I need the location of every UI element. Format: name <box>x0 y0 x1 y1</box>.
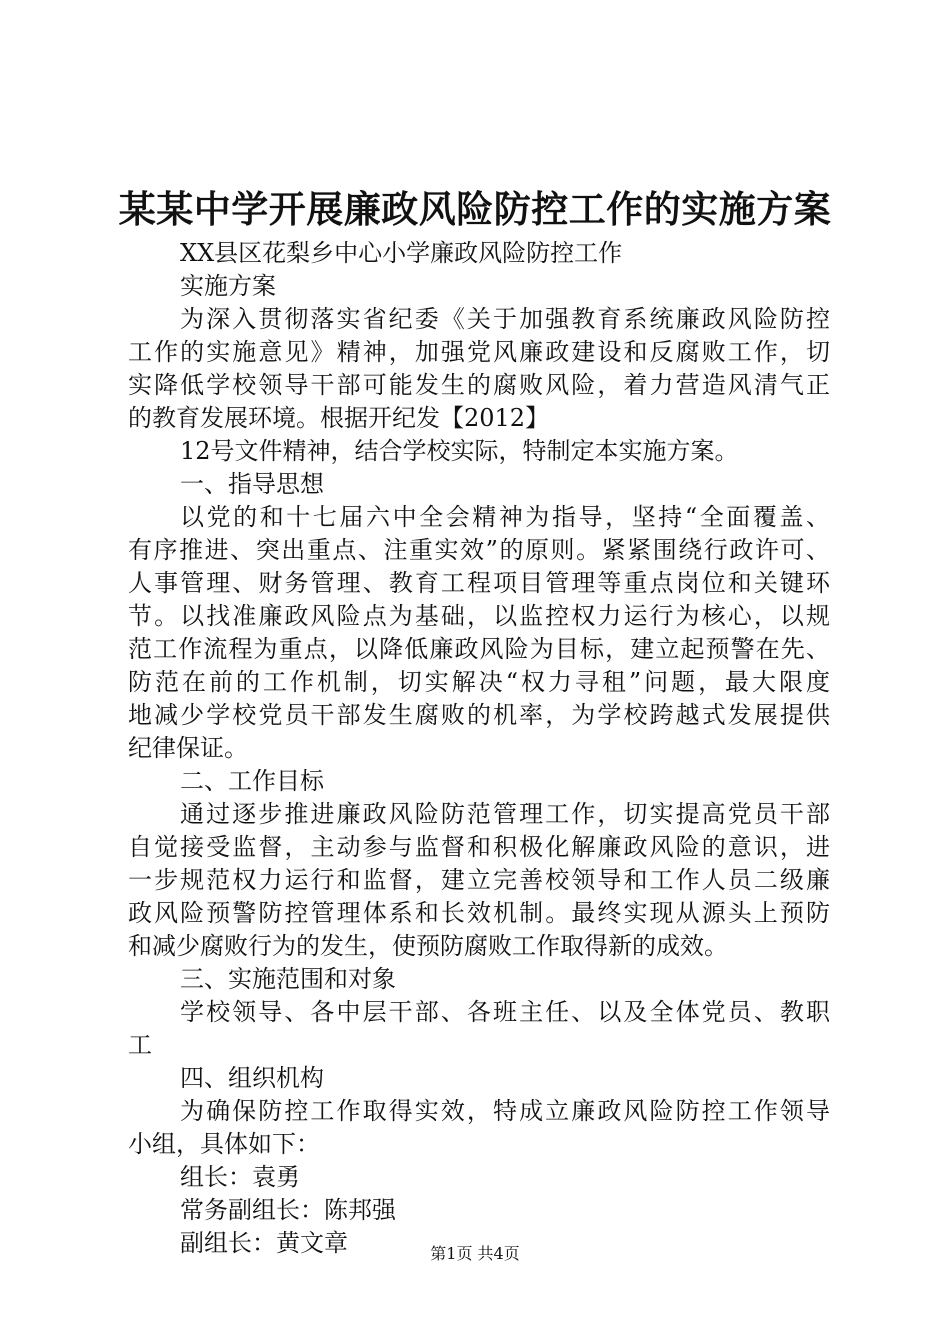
text-line: 有序推进、突出重点、注重实效”的原则。紧紧围绕行政许可、 <box>128 536 830 564</box>
text-line: 和减少腐败行为的发生，使预防腐败工作取得新的成效。 <box>128 932 728 960</box>
text-line: 纪律保证。 <box>128 734 248 762</box>
text-line: 节。以找准廉政风险点为基础，以监控权力运行为核心，以规 <box>128 602 830 630</box>
text-line: 的教育发展环境。根据开纪发【2012】 <box>128 404 550 432</box>
document-title: 某某中学开展廉政风险防控工作的实施方案 <box>118 187 832 231</box>
text-line: 工 <box>128 1031 152 1059</box>
text-line: 学校领导、各中层干部、各班主任、以及全体党员、教职 <box>180 998 830 1026</box>
text-line: 通过逐步推进廉政风险防范管理工作，切实提高党员干部 <box>180 800 830 828</box>
text-line: 范工作流程为重点，以降低廉政风险为目标，建立起预警在先、 <box>128 635 830 663</box>
text-line: XX县区花梨乡中心小学廉政风险防控工作 <box>180 239 623 267</box>
section-heading: 一、指导思想 <box>180 470 324 498</box>
text-line: 实施方案 <box>180 272 276 300</box>
text-line: 组长：袁勇 <box>180 1163 300 1191</box>
text-line: 地减少学校党员干部发生腐败的机率，为学校跨越式发展提供 <box>128 701 830 729</box>
text-line: 常务副组长：陈邦强 <box>180 1196 396 1224</box>
text-line: 实降低学校领导干部可能发生的腐败风险，着力营造风清气正 <box>128 371 830 399</box>
text-line: 为确保防控工作取得实效，特成立廉政风险防控工作领导 <box>180 1097 830 1125</box>
text-line: 人事管理、财务管理、教育工程项目管理等重点岗位和关键环 <box>128 569 830 597</box>
text-line: 工作的实施意见》精神，加强党风廉政建设和反腐败工作，切 <box>128 338 830 366</box>
text-line: 防范在前的工作机制，切实解决“权力寻租”问题，最大限度 <box>128 668 830 696</box>
section-heading: 三、实施范围和对象 <box>180 965 396 993</box>
section-heading: 二、工作目标 <box>180 767 324 795</box>
text-line: 副组长：黄文章 <box>180 1229 348 1257</box>
text-line: 为深入贯彻落实省纪委《关于加强教育系统廉政风险防控 <box>180 305 830 333</box>
text-line: 政风险预警防控管理体系和长效机制。最终实现从源头上预防 <box>128 899 830 927</box>
text-line: 12号文件精神，结合学校实际，特制定本实施方案。 <box>180 437 739 465</box>
text-line: 以党的和十七届六中全会精神为指导，坚持“全面覆盖、 <box>180 503 830 531</box>
page-number: 第1页 共4页 <box>430 1244 520 1263</box>
text-line: 一步规范权力运行和监督，建立完善校领导和工作人员二级廉 <box>128 866 830 894</box>
section-heading: 四、组织机构 <box>180 1064 324 1092</box>
text-line: 小组，具体如下： <box>128 1130 320 1158</box>
text-line: 自觉接受监督，主动参与监督和积极化解廉政风险的意识，进 <box>128 833 830 861</box>
